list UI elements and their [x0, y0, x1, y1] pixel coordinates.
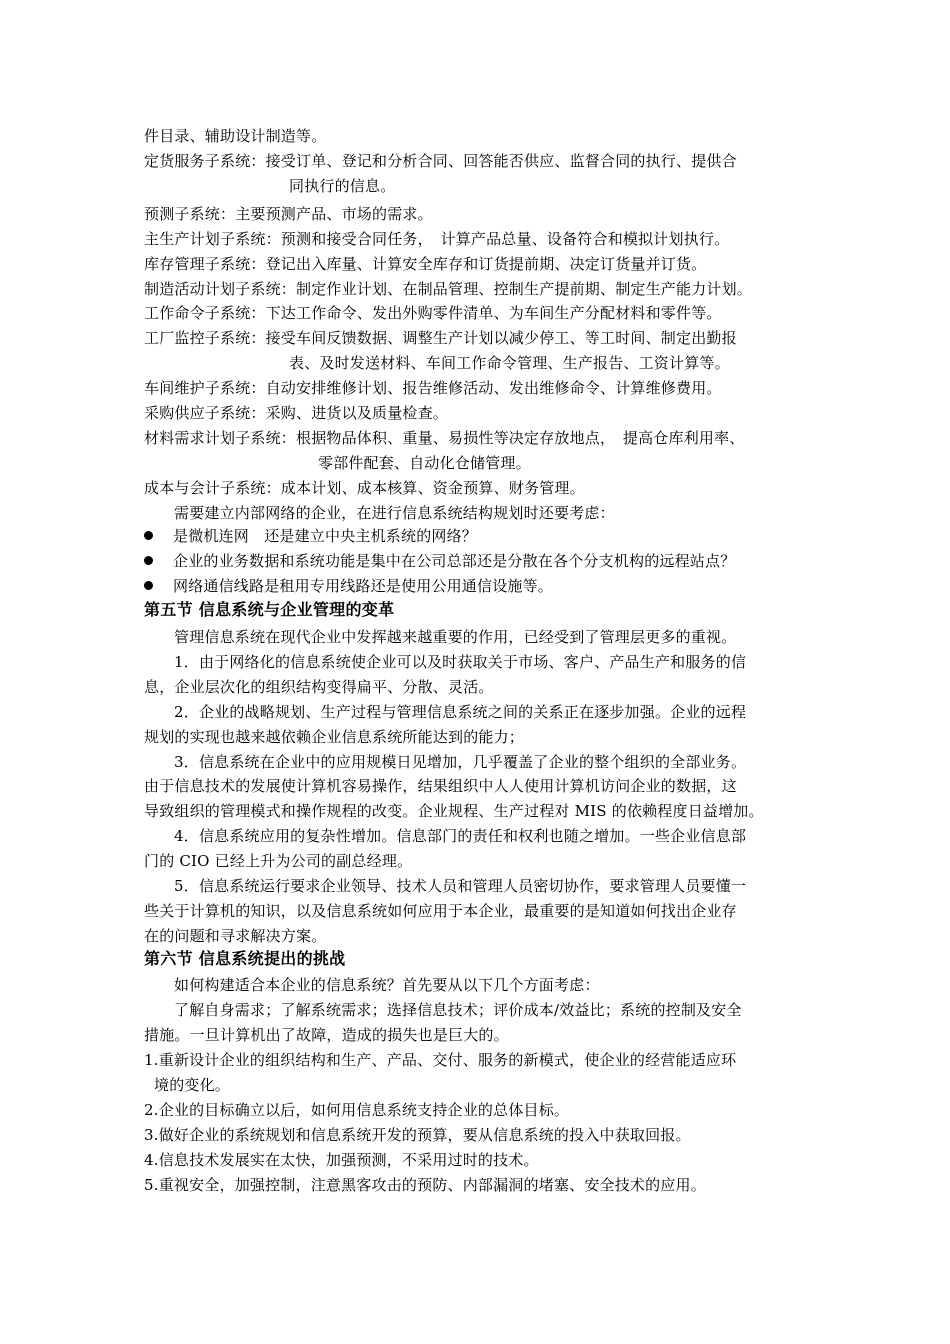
text-line: 件目录、辅助设计制造等。 [144, 127, 327, 145]
text-line: 由于信息技术的发展使计算机容易操作，结果组织中人人使用计算机访问企业的数据，这 [144, 777, 737, 795]
text-line: 些关于计算机的知识，以及信息系统如何应用于本企业，最重要的是知道如何找出企业存 [144, 902, 737, 920]
text-line: 成本与会计子系统：成本计划、成本核算、资金预算、财务管理。 [144, 479, 585, 497]
text-line: 规划的实现也越来越依赖企业信息系统所能达到的能力； [144, 728, 525, 746]
bullet-item: 是微机连网 还是建立中央主机系统的网络？ [173, 527, 478, 545]
bullet-item: 企业的业务数据和系统功能是集中在公司总部还是分散在各个分支机构的远程站点？ [173, 552, 736, 570]
text-line: 5．信息系统运行要求企业领导、技术人员和管理人员密切协作，要求管理人员要懂一 [174, 877, 747, 895]
bullet-icon [144, 581, 153, 590]
section-heading: 第五节 信息系统与企业管理的变革 [144, 600, 395, 619]
text-line: 采购供应子系统：采购、进货以及质量检查。 [144, 404, 449, 422]
text-line: 制造活动计划子系统：制定作业计划、在制品管理、控制生产提前期、制定生产能力计划。 [144, 280, 753, 298]
text-line: 在的问题和寻求解决方案。 [144, 927, 327, 945]
text-line: 同执行的信息。 [289, 177, 396, 195]
text-line: 工作命令子系统：下达工作命令、发出外购零件清单、为车间生产分配材料和零件等。 [144, 304, 722, 322]
list-item: 3.做好企业的系统规划和信息系统开发的预算，要从信息系统的投入中获取回报。 [144, 1126, 691, 1144]
list-item: 5.重视安全，加强控制，注意黑客攻击的预防、内部漏洞的堵塞、安全技术的应用。 [144, 1176, 706, 1194]
text-line: 息，企业层次化的组织结构变得扁平、分散、灵活。 [144, 678, 494, 696]
text-line: 材料需求计划子系统：根据物品体积、重量、易损性等决定存放地点， 提高仓库利用率、 [144, 429, 745, 447]
text-line: 措施。一旦计算机出了故障，造成的损失也是巨大的。 [144, 1026, 509, 1044]
bullet-item: 网络通信线路是租用专用线路还是使用公用通信设施等。 [173, 577, 554, 595]
list-item: 4.信息技术发展实在太快，加强预测，不采用过时的技术。 [144, 1151, 539, 1169]
text-line: 4．信息系统应用的复杂性增加。信息部门的责任和权利也随之增加。一些企业信息部 [174, 827, 747, 845]
text-line: 3．信息系统在企业中的应用规模日见增加，几乎覆盖了企业的整个组织的全部业务。 [174, 753, 747, 771]
text-line: 需要建立内部网络的企业，在进行信息系统结构规划时还要考虑： [174, 504, 615, 522]
section-heading: 第六节 信息系统提出的挑战 [144, 949, 346, 968]
text-line: 境的变化。 [154, 1076, 231, 1094]
text-line: 了解自身需求；了解系统需求；选择信息技术；评价成本/效益比；系统的控制及安全 [174, 1001, 742, 1019]
text-line: 表、及时发送材料、车间工作命令管理、生产报告、工资计算等。 [289, 354, 730, 372]
bullet-icon [144, 531, 153, 540]
text-line: 定货服务子系统：接受订单、登记和分析合同、回答能否供应、监督合同的执行、提供合 [144, 152, 737, 170]
text-line: 主生产计划子系统：预测和接受合同任务， 计算产品总量、设备符合和模拟计划执行。 [144, 230, 730, 248]
text-line: 导致组织的管理模式和操作规程的改变。企业规程、生产过程对 MIS 的依赖程度日益增加。 [144, 802, 764, 820]
text-line: 库存管理子系统：登记出入库量、计算安全库存和订货提前期、决定订货量并订货。 [144, 255, 707, 273]
text-line: 1．由于网络化的信息系统使企业可以及时获取关于市场、客户、产品生产和服务的信 [174, 653, 747, 671]
text-line: 预测子系统：主要预测产品、市场的需求。 [144, 205, 433, 223]
text-line: 车间维护子系统：自动安排维修计划、报告维修活动、发出维修命令、计算维修费用。 [144, 379, 722, 397]
list-item: 1.重新设计企业的组织结构和生产、产品、交付、服务的新模式，使企业的经营能适应环 [144, 1051, 737, 1069]
bullet-icon [144, 556, 153, 565]
text-line: 工厂监控子系统：接受车间反馈数据、调整生产计划以减少停工、等工时间、制定出勤报 [144, 329, 737, 347]
text-line: 门的 CIO 已经上升为公司的副总经理。 [144, 852, 413, 870]
text-line: 管理信息系统在现代企业中发挥越来越重要的作用，已经受到了管理层更多的重视。 [174, 628, 737, 646]
text-line: 如何构建适合本企业的信息系统？首先要从以下几个方面考虑： [174, 976, 600, 994]
list-item: 2.企业的目标确立以后，如何用信息系统支持企业的总体目标。 [144, 1101, 570, 1119]
text-line: 零部件配套、自动化仓储管理。 [318, 454, 531, 472]
text-line: 2．企业的战略规划、生产过程与管理信息系统之间的关系正在逐步加强。企业的远程 [174, 703, 747, 721]
